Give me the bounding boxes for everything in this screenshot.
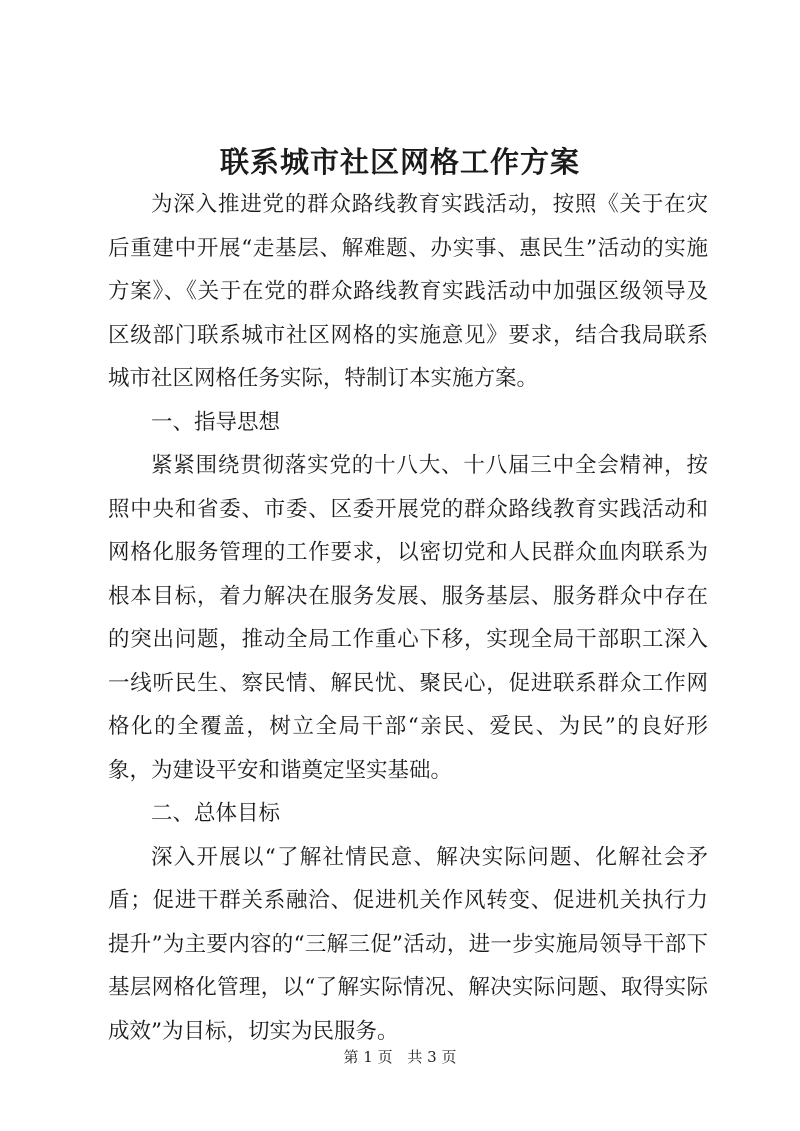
- page-total: 共 3 页: [407, 1048, 457, 1066]
- section-paragraph-overall-goal: 深入开展以“了解社情民意、解决实际问题、化解社会矛盾；促进干群关系融洽、促进机关作风转变、促进机关执行力提升”为主要内容的“三解三促”活动，进一步实施局领导干部下基层网格化管理，以“了解实际情况、解决实际问题、取得实际成效”为目标，切实为民服务。: [108, 844, 708, 1044]
- document-body: [108, 183, 708, 1053]
- section-heading-guiding-ideology: 一、指导思想: [151, 409, 281, 435]
- page-number: 第 1 页: [343, 1048, 393, 1066]
- intro-paragraph: 为深入推进党的群众路线教育实践活动，按照《关于在灾后重建中开展“走基层、解难题、办实事、惠民生”活动的实施方案》、《关于在党的群众路线教育实践活动中加强区级领导及区级部门联系城市社区网格的实施意见》要求，结合我局联系城市社区网格任务实际，特制订本实施方案。: [108, 192, 708, 391]
- document-title: 联系城市社区网格工作方案: [219, 145, 580, 179]
- page-footer: [0, 1047, 800, 1067]
- section-paragraph-guiding-ideology: 紧紧围绕贯彻落实党的十八大、十八届三中全会精神，按照中央和省委、市委、区委开展党的群众路线教育实践活动和网格化服务管理的工作要求，以密切党和人民群众血肉联系为根本目标，着力解决在服务发展、服务基层、服务群众中存在的突出问题，推动全局工作重心下移，实现全局干部职工深入一线听民生、察民情、解民忧、聚民心，促进联系群众工作网格化的全覆盖，树立全局干部“亲民、爱民、为民”的良好形象，为建设平安和谐奠定坚实基础。: [108, 453, 708, 783]
- section-heading-overall-goal: 二、总体目标: [151, 801, 281, 826]
